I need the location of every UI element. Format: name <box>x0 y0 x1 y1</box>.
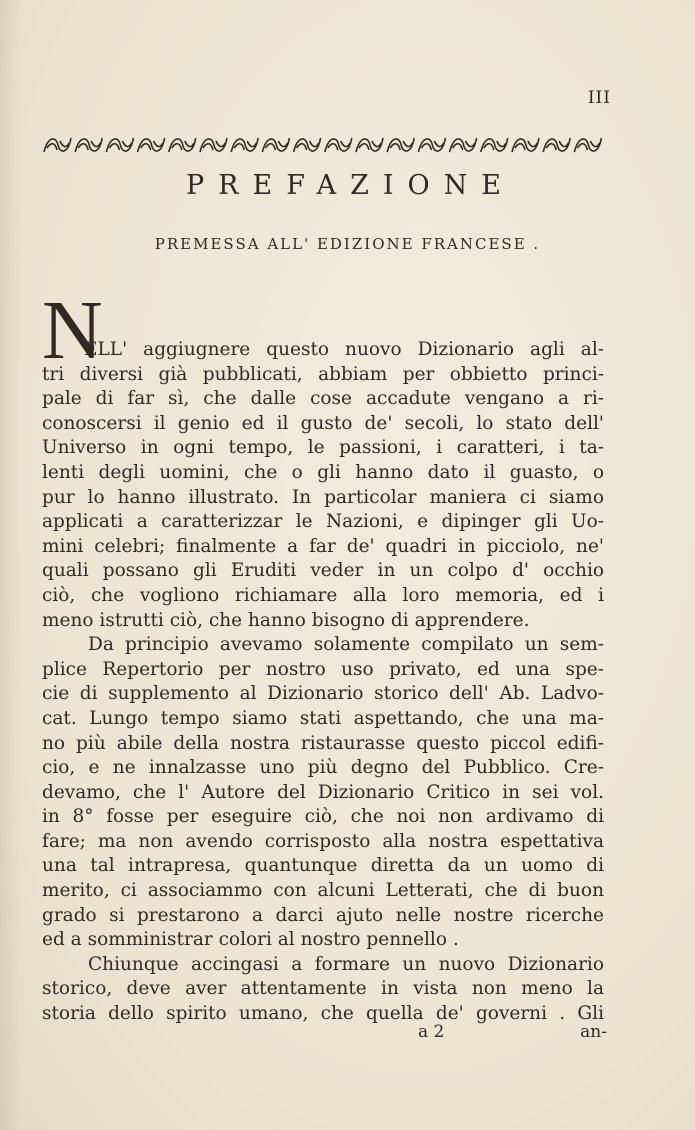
text-line: quali possano gli Eruditi veder in un colpo d' occhio <box>42 560 604 582</box>
text-line: conoscersi il genio ed il gusto de' secoli, lo stato dell' <box>42 412 604 434</box>
signature-mark: a 2 <box>418 1022 445 1042</box>
ornament-scroll <box>75 138 102 152</box>
page-title: PREFAZIONE <box>186 170 515 201</box>
ornament-scroll <box>512 138 539 152</box>
text-line: lenti degli uomini, che o gli hanno dato il guasto, o <box>42 461 604 483</box>
drop-cap: N <box>42 284 103 377</box>
ornament-scroll <box>325 138 352 152</box>
ornament-scroll <box>44 138 71 152</box>
text-line: pur lo hanno illustrato. In particolar maniera ci siamo <box>42 486 604 508</box>
body-text <box>42 338 604 1027</box>
text-line: applicati a caratterizzar le Nazioni, e dipinger gli Uo- <box>42 511 604 533</box>
ornament-scroll <box>262 138 289 152</box>
ornament-scroll <box>231 138 258 152</box>
ornament-scroll <box>169 138 196 152</box>
ornament-scroll <box>574 138 601 152</box>
ornament-scroll <box>138 138 165 152</box>
text-line: no più abile della nostra ristaurasse questo piccol edifi- <box>42 732 604 754</box>
text-line: ELL' aggiugnere questo nuovo Dizionario agli al- <box>84 339 604 360</box>
text-line: Chiunque accingasi a formare un nuovo Dizionario <box>88 953 604 975</box>
text-line: cat. Lungo tempo siamo stati aspettando, che una ma- <box>42 707 604 729</box>
ornament-scroll <box>543 138 570 152</box>
ornament-scroll <box>106 138 133 152</box>
ornament-scroll <box>418 138 445 152</box>
text-line: in 8° fosse per eseguire ciò, che noi non ardivamo di <box>42 806 604 828</box>
text-line: ed a somministrar colori al nostro pennello . <box>42 929 459 951</box>
text-line: Da principio avevamo solamente compilato un sem- <box>88 634 604 656</box>
text-line: devamo, che l' Autore del Dizionario Critico in sei vol. <box>42 781 604 803</box>
text-line: cio, e ne innalzasse uno più degno del Pubblico. Cre- <box>42 757 604 779</box>
ornament-scroll <box>356 138 383 152</box>
text-line: meno istrutti ciò, che hanno bisogno di apprendere. <box>42 609 530 631</box>
text-line: storia dello spirito umano, che quella de' governi . Gli <box>42 1003 604 1025</box>
ornament-scroll <box>450 138 477 152</box>
text-line: tri diversi già pubblicati, abbiam per obbietto princi- <box>42 363 604 385</box>
text-line: fare; ma non avendo corrisposto alla nostra espettativa <box>42 830 604 852</box>
decorative-border-ornament <box>42 132 604 158</box>
text-line: plice Repertorio per nostro uso privato, ed una spe- <box>42 658 604 680</box>
text-line: una tal intrapresa, quantunque diretta da un uomo di <box>42 855 604 877</box>
page-number: III <box>587 88 611 108</box>
text-line: storico, deve aver attentamente in vista non meno la <box>42 978 604 1000</box>
ornament-scroll <box>387 138 414 152</box>
catchword: an- <box>580 1022 607 1042</box>
text-line: merito, ci associammo con alcuni Letterati, che di buon <box>42 880 604 902</box>
ornament-scroll <box>294 138 321 152</box>
text-line: cie di supplemento al Dizionario storico dell' Ab. Ladvo- <box>42 683 604 705</box>
text-line: grado si prestarono a darci ajuto nelle nostre ricerche <box>42 904 604 926</box>
ornament-scroll <box>200 138 227 152</box>
ornament-scroll <box>481 138 508 152</box>
text-line: pale di far sì, che dalle cose accadute vengano a ri- <box>42 388 604 410</box>
text-line: mini celebri; finalmente a far de' quadri in picciolo, ne' <box>42 535 604 557</box>
text-line: Universo in ogni tempo, le passioni, i caratteri, i ta- <box>42 437 604 459</box>
page-subtitle: PREMESSA ALL' EDIZIONE FRANCESE . <box>154 235 541 253</box>
text-line: ciò, che vogliono richiamare alla loro memoria, ed i <box>42 584 604 606</box>
